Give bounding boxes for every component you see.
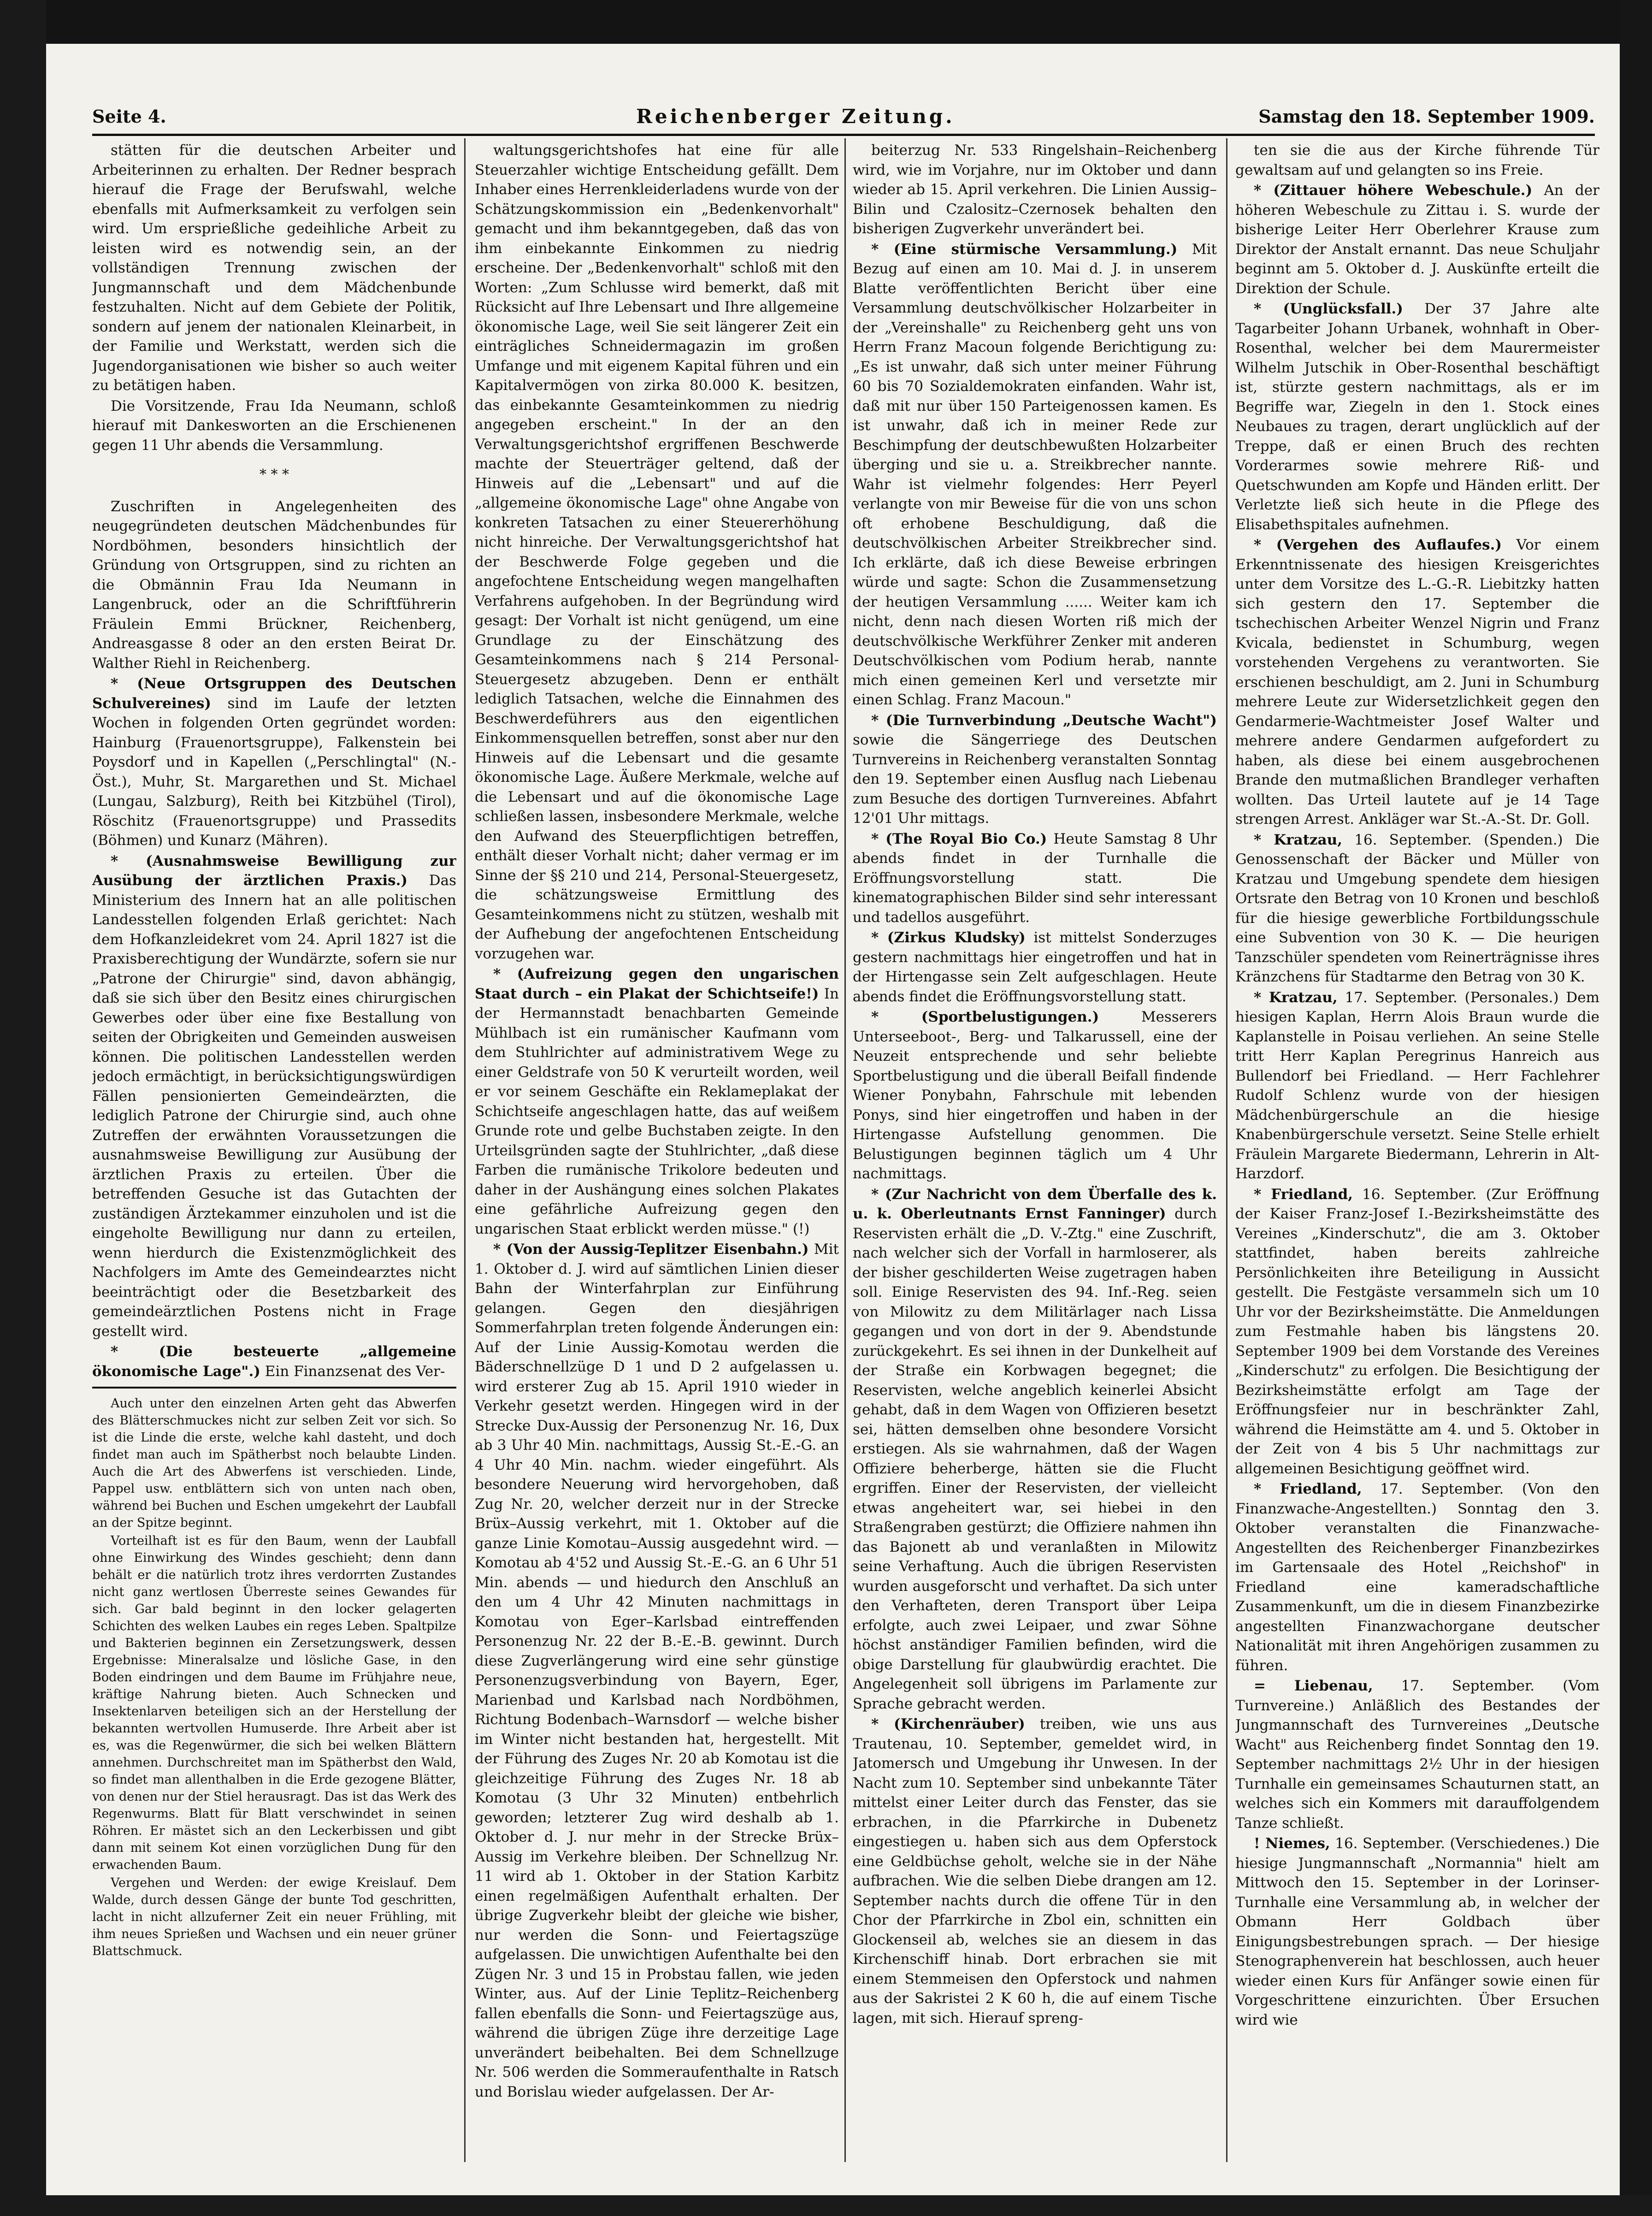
item-heading: * (Vergehen des Auflaufes.) [1254,537,1502,553]
article-paragraph: Zuschriften in Angelegenheiten des neugegründeten deutschen Mädchenbundes für Nordböhmen, besonders hinsichtlich der Gründung von Ortsgruppen, sind zu richten an die Obmännin Frau Ida Neumann in Langenbruck, oder an die Schriftführerin Fräulein Emmi Brückner, Reichenberg, Andreasgasse 8 oder an den ersten Beirat Dr. Walther Riehl in Reichenberg. [92,498,456,672]
article-paragraph: stätten für die deutschen Arbeiter und Arbeiterinnen zu erhalten. Der Redner besprach hierauf die Frage der Berufswahl, welche ebenfalls mit Aufmerksamkeit zu verfolgen sein wird. Um ersprießliche gedeihliche Arbeit zu leisten wird es notwendig sein, an der vollständigen Trennung zwischen der Jungmannschaft und dem Mädchenbunde festzuhalten. Nicht auf dem Gebiete der Politik, sondern auf jenem der nationalen Kleinarbeit, in der Familie und Werkstatt, werden sich die Jugendorganisationen wie bisher so auch weiter zu betätigen haben. [92,142,456,394]
item-heading: * Kratzau, [1254,831,1343,848]
item-heading: * (Die Turnverbindung „Deutsche Wacht") [871,712,1217,729]
item-heading: * (Aufreizung gegen den ungarischen Staat durch – ein Plakat der Schichtseife!) [475,966,839,1002]
feuilleton-paragraph: Vorteilhaft ist es für den Baum, wenn der Laubfall ohne Einwirkung des Windes geschieht; denn dann behält er die natürlich trotz ihres verdorrten Zustandes nicht ganz wertlosen Überreste seines Gewandes für sich. Gar bald beginnt in den locker gelagerten Schichten des welken Laubes ein reges Leben. Spaltpilze und Bakterien beginnen ein Zersetzungswerk, dessen Ergebnisse: Mineralsalze und lösliche Gase, in den Boden eindringen und dem Baume im Frühjahre neue, kräftige Nahrung bieten. Auch Schnecken und Insektenlarven beteiligen sich an der Herstellung der bekannten wertvollen Humuserde. Ihre Arbeit aber ist es, was die Regenwürmer, die sich bei welken Blättern annehmen. Durchschreitet man im Spätherbst den Wald, so findet man allenthalben in die Erde gezogene Blätter, von denen nur der Stiel herausragt. Das ist das Werk des Regenwurms. Blatt für Blatt verschwindet in seinen Röhren. Er mästet sich an den Leckerbissen und gibt dann mit seinem Kot einen vorzüglichen Dung für den erwachenden Baum. [92,1534,456,1872]
news-item [1235,830,1599,987]
item-text: Mit Bezug auf einen am 10. Mai d. J. in unserem Blatte veröffentlichten Bericht über eine Versammlung deutschvölkischer Holzarbeiter in der „Vereinshalle" zu Reichenberg geht uns von Herrn Franz Macoun folgende Berichtigung zu: „Es ist unwahr, daß sich unter meiner Führung 60 bis 70 Sozialdemokraten einfanden. Wahr ist, daß mit nur über 150 Parteigenossen kamen. Es ist unwahr, daß ich in meiner Rede zur Beschimpfung der deutschbewußten Holzarbeiter überging und sie u. a. Streikbrecher nannte. Wahr ist vielmehr folgendes: Herr Peyerl verlangte von mir Beweise für die von uns schon oft erhobene Beschuldigung, daß die deutschvölkischen Arbeiter Streikbrecher sind. Ich erklärte, daß ich diese Beweise erbringen würde und sagte: Schon die Zusammensetzung der heutigen Versammlung ...... Weiter kam ich nicht, denn nach diesen Worten riß mich der deutschvölkische Werkführer Zenker mit anderen Deutschvölkischen vom Podium herab, nannte mich einen gemeinen Kerl und versetzte mir einen Schlag. Franz Macoun." [853,241,1217,708]
news-item [1235,1834,1599,2030]
scan-border-top [0,0,1652,44]
news-item [1235,181,1599,298]
column-4 [1235,141,1599,2169]
item-text: sind im Laufe der letzten Wochen in folgenden Orten gegründet worden: Hainburg (Frauenortsgruppe), Falkenstein bei Poysdorf und in Kapellen („Perschlingtal" (N.-Öst.), Muhr, St. Margarethen und St. Michael (Lungau, Salzburg), Reith bei Kitzbühel (Tirol), Röschitz (Frauenortsgruppe) und Prassedits (Böhmen) und Kunarz (Mähren). [92,695,456,849]
article-paragraph: beiterzug Nr. 533 Ringelshain–Reichenberg wird, wie im Vorjahre, nur im Oktober und dann wieder ab 15. April verkehren. Die Linien Aussig–Bilin und Czalositz–Czernosek behalten den bisherigen Zugverkehr unverändert bei. [853,142,1217,237]
item-text: Messerers Unterseeboot-, Berg- und Talkarussell, eine der Neuzeit entsprechende und sehr beliebte Sportbelustigung und die überall Beifall findende Wiener Ponybahn, Fahrschule mit lebenden Ponys, sind hier eingetroffen und haben in der Hirtengasse Aufstellung genommen. Die Belustigungen beginnen täglich um 4 Uhr nachmittags. [853,1009,1217,1182]
item-text: sowie die Sängerriege des Deutschen Turnvereins in Reichenberg veranstalten Sonntag den 19. September einen Ausflug nach Liebenau zum Besuche des dortigen Turnvereines. Abfahrt 12'01 Uhr mittags. [853,732,1217,827]
item-text: Heute Samstag 8 Uhr abends findet in der Turnhalle die Eröffnungsvorstellung statt. Die kinematographischen Bilder sind sehr interessant und tadellos ausgeführt. [853,830,1217,926]
item-text: 17. September. (Von den Finanzwache-Angestellten.) Sonntag den 3. Oktober veranstalten die Finanzwache-Angestellten des Reichenberger Finanzbezirkes im Gartensaale des Hotel „Reichshof" in Friedland eine kameradschaftliche Zusammenkunft, um die in diesem Finanzbezirke angestellten Finanzwachorgane deutscher Nationalität mit ihren Angehörigen zusammen zu führen. [1235,1481,1599,1674]
news-item [475,1240,839,2102]
column-2 [475,141,839,2169]
news-item [1235,1479,1599,1675]
item-text: Ein Finanzsenat des Ver- [260,1363,445,1380]
scan-border-bottom [0,2195,1652,2216]
news-item [853,711,1217,828]
scan-border-right [1620,0,1652,2216]
column-divider [464,138,466,2162]
item-text: ist mittelst Sonderzuges gestern nachmittags hier eingetroffen und hat in der Hirtengasse sein Zelt aufgeschlagen. Heute abends findet die Eröffnungsvorstellung statt. [853,929,1217,1005]
news-item [1235,535,1599,829]
masthead-title: Reichenberger Zeitung. [636,105,955,128]
news-item [853,240,1217,710]
item-text: treiben, wie uns aus Trautenau, 10. September, gemeldet wird, in Jatomersch und Umgebung ihr Unwesen. In der Nacht zum 10. September sind unbekannte Täter mittelst einer Leiter durch das Fenster, das sie erbrachen, in die Pfarrkirche in Dubenetz eingestiegen u. haben sich aus dem Opferstock eine Geldbüchse geholt, welche sie in der Nähe aufbrachen. Wie die selben Diebe drangen am 12. September nachts durch die offene Tür in den Chor der Pfarrkirche in Zbol ein, schnitten ein Glockenseil ab, welches sie an diesem in das Kirchenschiff hinab. Dort erbrachen sie mit einem Stemmeisen den Opferstock und nahmen aus der Sakristei 2 K 60 h, die auf einem Tische lagen, mit sich. Hierauf spreng- [853,1716,1217,2027]
news-item [1235,1185,1599,1479]
article-paragraph: Die Vorsitzende, Frau Ida Neumann, schloß hierauf mit Dankesworten an die Erschienenen gegen 11 Uhr abends die Versammlung. [92,397,456,454]
scan-border-left [0,0,46,2216]
item-text: 16. September. (Verschiedenes.) Die hiesige Jungmannschaft „Normannia" hielt am Mittwoch den 15. September in der Lorinser-Turnhalle eine Versammlung ab, in welcher der Obmann Herr Goldbach über Einigungsbestrebungen sprach. — Der hiesige Stenographenverein hat beschlossen, auch heuer wieder einen Kurs für Anfänger sowie einen für Vorgeschrittene einzurichten. Über Ersuchen wird wie [1235,1835,1599,2028]
section-separator: * * * [259,467,289,483]
item-heading: = Liebenau, [1254,1678,1373,1694]
news-item [1235,299,1599,534]
item-heading: * Friedland, [1254,1186,1353,1203]
news-item [853,829,1217,928]
news-item [853,928,1217,1006]
item-heading: * Kratzau, [1254,989,1338,1006]
column-3 [853,141,1217,2169]
item-heading: * (Sportbelustigungen.) [871,1009,1099,1025]
item-text: 17. September. (Personales.) Dem hiesigen Kaplan, Herrn Alois Braun wurde die Kaplanstelle in Poisau verliehen. An seine Stelle tritt Herr Kaplan Peregrinus Hanreich aus Bullendorf bei Friedland. — Herr Fachlehrer Rudolf Schlenz wurde von der hiesigen Mädchenbürgerschule an die hiesige Knabenbürgerschule versetzt. Seine Stelle erhielt Fräulein Margarete Biedermann, Lehrerin in Alt-Harzdorf. [1235,989,1599,1182]
feuilleton-paragraph: Auch unter den einzelnen Arten geht das Abwerfen des Blätterschmuckes nicht zur selben Zeit vor sich. So ist die Linde die erste, welche kahl dasteht, und doch findet man auch im Spätherbst noch belaubte Linden. Auch die Art des Abwerfens ist verschieden. Linde, Pappel usw. entblättern sich von unten nach oben, während bei Buchen und Eschen umgekehrt der Laubfall an der Spitze beginnt. [92,1396,456,1530]
item-text: 16. September. (Zur Eröffnung der Kaiser Franz-Josef I.-Bezirksheimstätte des Vereines „Kinderschutz", die am 3. Oktober stattfindet, haben bereits zahlreiche Persönlichkeiten ihre Beteiligung in Aussicht gestellt. Die Festgäste versammeln sich um 10 Uhr vor der Bezirksheimstätte. Die Anmeldungen zum Festmahle haben bis längstens 20. September 1909 bei dem Vorstande des Vereines „Kinderschutz" zu erfolgen. Die Besichtigung der Bezirksheimstätte erfolgt am Tage der Eröffnungsfeier nur in beschränkter Zahl, während die Heimstätte am 4. und 5. Oktober in der Zeit von 4 bis 5 Uhr nachmittags zur allgemeinen Besichtigung geöffnet wird. [1235,1186,1599,1477]
article-paragraph: waltungsgerichtshofes hat eine für alle Steuerzahler wichtige Entscheidung gefällt. Dem Inhaber eines Herrenkleiderladens wurde von der Schätzungskommission ein „Bedenkenvorhalt" gemacht und ihm bekanntgegeben, daß das von ihm einbekannte Einkommen zu niedrig erscheine. Der „Bedenkenvorhalt" schloß mit den Worten: „Zum Schlusse wird bemerkt, daß mit Rücksicht auf Ihre Lebensart und Ihre allgemeine ökonomische Lage, weil Sie seit längerer Zeit ein einträgliches Schneidermagazin im großen Umfange und mit eigenem Kapital führen und ein Kapitalvermögen von zirka 80.000 K. besitzen, das einbekannte Gesamteinkommen zu niedrig angegeben erscheint." In der an den Verwaltungsgerichtshof ergriffenen Beschwerde machte der Steuerträger geltend, daß der Hinweis auf die „Lebensart" und auf die „allgemeine ökonomische Lage" ohne Angabe von konkreten Tatsachen zu einer Steuererhöhung nicht hinreiche. Der Verwaltungsgerichtshof hat der Beschwerde Folge gegeben und die angefochtene Entscheidung wegen mangelhaften Verfahrens aufgehoben. In der Begründung wird gesagt: Der Vorhalt ist nicht genügend, um eine Grundlage zu der Einschätzung des Gesamteinkommens nach § 214 Personal-Steuergesetz abzugeben. Denn er enthält lediglich Tatsachen, welche die Einnahmen des Beschwerdeführers aus den eigentlichen Einkommensquellen betreffen, sonst aber nur den Hinweis auf die Lebensart und die gesamte ökonomische Lage. Äußere Merkmale, welche auf die Lebensart und auf die ökonomische Lage schließen lassen, insbesondere Merkmale, welche den Aufwand des Steuerpflichtigen betreffen, enthält dieser Vorhalt nicht; daher vermag er im Sinne der §§ 210 und 214, Personal-Steuergesetz, die schätzungsweise Ermittlung des Gesamteinkommens nicht zu stützen, weshalb mit der Aufhebung der angefochtenen Entscheidung vorzugehen war. [475,142,839,962]
column-1 [92,141,456,2169]
item-heading: * (Zur Nachricht von dem Überfalle des k. u. k. Oberleutnants Ernst Fanninger) [853,1186,1217,1222]
item-heading: * (Unglücksfall.) [1254,301,1403,317]
feuilleton-rule [92,1387,456,1389]
item-heading: * Friedland, [1254,1481,1362,1497]
news-item [853,1007,1217,1184]
item-heading: * (Kirchenräuber) [871,1716,1025,1732]
item-heading: * (Von der Aussig-Teplitzer Eisenbahn.) [493,1241,809,1258]
column-divider [1226,138,1227,2162]
item-heading: * (Neue Ortsgruppen des Deutschen Schulvereines) [92,675,456,712]
item-text: Das Ministerium des Innern hat an alle politischen Landesstellen folgenden Erlaß gerichtet: Nach dem Hofkanzleidekret vom 24. April 1827 ist die Praxisberechtigung der Wundärzte, sofern sie nur „Patrone der Chirurgie" sind, davon abhängig, daß sie sich über den Besitz eines chirurgischen Gewerbes oder über eine fixe Bestallung von seiten der Obrigkeiten und Gemeinden ausweisen können. Die politischen Landesstellen werden jedoch ermächtigt, in berücksichtigungswürdigen Fällen pensionierten Gemeindeärzten, die lediglich Patrone der Chirurgie sind, auch ohne Zutreffen der erwähnten Voraussetzungen die ausnahmsweise Bewilligung zur Ausübung der ärztlichen Praxis zu erteilen. Über die betreffenden Gesuche ist das Gutachten der zuständigen Ärztekammer einzuholen und ist die eingeholte Bewilligung nur dann zu erteilen, wenn hierdurch die Existenzmöglichkeit des Nachfolgers im Amte des Gemeindearztes nicht beeinträchtigt oder die Besetzbarkeit des gemeindeärztlichen Postens nicht in Frage gestellt wird. [92,872,456,1340]
page-number: Seite 4. [92,106,166,127]
feuilleton-paragraph: Vergehen und Werden: der ewige Kreislauf. Dem Walde, durch dessen Gänge der bunte Tod geschritten, lacht in nicht allzuferner Zeit ein neuer Frühling, mit ihm neues Sprießen und Wachsen und ein neuer grüner Blattschmuck. [92,1876,456,1958]
news-item [92,851,456,1341]
item-text: Der 37 Jahre alte Tagarbeiter Johann Urbanek, wohnhaft in Ober-Rosenthal, welcher bei dem Maurermeister Wilhelm Jutschik in Ober-Rosenthal beschäftigt ist, stürzte gestern nachmittags, als er im Begriffe war, Ziegeln in den 1. Stock eines Neubaues zu tragen, derart unglücklich auf der Treppe, daß er einen Bruch des rechten Vorderarmes sowie mehrere Riß- und Quetschwunden am Kopfe und Händen erlitt. Der Verletzte ließ sich heute in die Pflege des Elisabethspitales aufnehmen. [1235,301,1599,533]
news-item [853,1185,1217,1714]
header-rule [92,134,1595,136]
item-heading: ! Niemes, [1254,1835,1330,1852]
item-heading: * (Zittauer höhere Webeschule.) [1254,182,1533,199]
article-paragraph: ten sie die aus der Kirche führende Tür gewaltsam auf und gelangten so ins Freie. [1235,142,1599,178]
news-item [92,1342,456,1381]
item-heading: * (Die besteuerte „allgemeine ökonomische Lage".) [92,1343,456,1380]
item-heading: * (The Royal Bio Co.) [871,830,1047,847]
item-heading: * (Zirkus Kludsky) [871,929,1026,946]
item-text: 17. September. (Vom Turnvereine.) Anläßlich des Bestandes der Jungmannschaft des Turnvereines „Deutsche Wacht" aus Reichenberg findet Sonntag den 19. September nachmittags 2½ Uhr in der hiesigen Turnhalle ein gemeinsames Schauturnen statt, an welches sich ein Kommers mit darauffolgendem Tanze schließt. [1235,1678,1599,1832]
item-text: Vor einem Erkenntnissenate des hiesigen Kreisgerichtes unter dem Vorsitze des L.-G.-R. Liebitzky hatten sich gestern den 17. September die tschechischen Arbeiter Wenzel Nigrin und Franz Kvicala, bedienstet in Schumburg, wegen vorstehenden Vergehens zu verantworten. Sie erschienen beschuldigt, am 2. Juni in Schumburg mehrere Leute zur Widersetzlichkeit gegen den Gendarmerie-Wachtmeister Josef Walter und mehrere andere Gendarmen aufgefordert zu haben, als diese bei einem ausgebrochenen Brande den mutmaßlichen Brandleger verhaften wollten. Das Urteil lautete auf je 14 Tage strengen Arrest. Ankläger war St.-A.-St. Dr. Goll. [1235,537,1599,827]
item-text: durch Reservisten erhält die „D. V.-Ztg." eine Zuschrift, nach welcher sich der Vorfall in harmloserer, als der bisher geschilderten Weise zugetragen haben soll. Einige Reservisten des 94. Inf.-Reg. seien von Milowitz zu dem Militärlager nach Lissa gegangen und von dort in der 9. Abendstunde zurückgekehrt. Es sei ihnen in der Dunkelheit auf der Straße ein Korbwagen begegnet; die Reservisten, welche angeblich keinerlei Absicht gehabt, daß in dem Wagen von Offizieren besetzt sei, hätten demselben ohne besondere Vorsicht erstiegen. Als sie wahrnahmen, daß der Wagen Offiziere beherberge, hätten sie die Flucht ergriffen. Einer der Reservisten, der vielleicht etwas angeheitert war, sei hiebei in den Straßengraben gestürzt; die Offiziere nahmen ihn das Bajonett ab und veranlaßten in Milowitz seine Verhaftung. Auch die übrigen Reservisten wurden ausgeforscht und verhaftet. Da sich unter den Verhafteten, deren Transport über Leipa erfolgte, auch zwei Leipaer, und zwar Söhne höchst anständiger Familien befinden, wird die obige Darstellung für glaubwürdig erachtet. Die Angelegenheit soll übrigens im Parlamente zur Sprache gebracht werden. [853,1206,1217,1712]
item-heading: * (Eine stürmische Versammlung.) [871,241,1178,258]
issue-date: Samstag den 18. September 1909. [1258,106,1595,127]
item-text: In der Hermannstadt benachbarten Gemeinde Mühlbach ist ein rumänischer Kaufmann vom dem Stuhlrichter auf administrativem Wege zu einer Geldstrafe von 50 K verurteilt worden, weil er vor seinem Geschäfte ein Reklameplakat der Schichtseife angeschlagen hatte, das auf weißem Grunde rote und gelbe Buchstaben zeigte. In den Urteilsgründen sagte der Stuhlrichter, „daß diese Farben die rumänische Trikolore bedeuten und daher in der Aushängung eines solchen Plakates eine gefährliche Aufreizung gegen den ungarischen Staat erblickt werden müsse." (!) [475,985,839,1237]
news-item [853,1714,1217,2028]
column-divider [844,138,846,2162]
news-item [475,964,839,1239]
news-item [1235,988,1599,1184]
news-item [1235,1676,1599,1833]
item-text: An der höheren Webeschule zu Zittau i. S. wurde der bisherige Leiter Herr Oberlehrer Krause zum Direktor der Anstalt ernannt. Das neue Schuljahr beginnt am 5. Oktober d. J. Auskünfte erteilt die Direktion der Schule. [1235,182,1599,297]
news-item [92,674,456,851]
item-text: 16. September. (Spenden.) Die Genossenschaft der Bäcker und Müller von Kratzau und Umgebung spendete dem hiesigen Ortsrate den Betrag von 10 Kronen und beschloß für die hiesige gewerbliche Fortbildungsschule eine Subvention von 30 K. — Die heurigen Tanzschüler spendeten vom Reinerträgnisse ihres Kränzchens für Stadtarme den Betrag von 30 K. [1235,831,1599,985]
item-text: Mit 1. Oktober d. J. wird auf sämtlichen Linien dieser Bahn der Winterfahrplan zur Einführung gelangen. Gegen den diesjährigen Sommerfahrplan treten folgende Änderungen ein: Auf der Linie Aussig-Komotau werden die Bäderschnellzüge D 1 und D 2 aufgelassen u. wird ersterer Zug ab 15. April 1910 wieder in Verkehr gesetzt werden. Hingegen wird in der Strecke Dux-Aussig der Personenzug Nr. 16, Dux ab 3 Uhr 40 Min. nachmittags, Aussig St.-E.-G. an 4 Uhr 40 Min. nachm. wieder eingeführt. Als besondere Neuerung wird hervorgehoben, daß Zug Nr. 20, welcher derzeit nur in der Strecke Brüx–Aussig verkehrt, mit 1. Oktober auf die ganze Linie Komotau–Aussig ausgedehnt wird. — Komotau ab 4'52 und Aussig St.-E.-G. an 6 Uhr 51 Min. abends — und hiedurch den Anschluß an den um 4 Uhr 42 Minuten nachmittags in Komotau von Eger–Karlsbad eintreffenden Personenzug Nr. 22 der B.-E.-B. gewinnt. Durch diese Zugverlängerung wird eine sehr günstige Personenzugsverbindung von Bayern, Eger, Marienbad und Karlsbad nach Nordböhmen, Richtung Bodenbach–Warnsdorf — welche bisher im Winter nicht bestanden hat, hergestellt. Mit der Führung des Zuges Nr. 20 ab Komotau ist die gleichzeitige Führung des Zuges Nr. 18 ab Komotau (3 Uhr 32 Minuten) entbehrlich geworden; letzterer Zug wird deshalb ab 1. Oktober d. J. nur mehr in der Strecke Brüx–Aussig im Verkehre bleiben. Der Schnellzug Nr. 11 wird ab 1. Oktober in der Station Karbitz einen regelmäßigen Aufenthalt erhalten. Der übrige Zugverkehr bleibt der gleiche wie bisher, nur werden die Sonn- und Feiertagszüge aufgelassen. Die unwichtigen Aufenthalte bei den Zügen Nr. 3 und 15 in Probstau fallen, wie jeden Winter, aus. Auf der Linie Teplitz–Reichenberg fallen ebenfalls die Sonn- und Feiertagszüge aus, während die übrigen Züge ihre derzeitige Lage unverändert beibehalten. Bei dem Schnellzuge Nr. 506 werden die Sommeraufenthalte in Ratsch und Borislau wieder aufgelassen. Der Ar- [475,1241,839,2100]
item-heading: * (Ausnahmsweise Bewilligung zur Ausübung der ärztlichen Praxis.) [92,852,456,889]
